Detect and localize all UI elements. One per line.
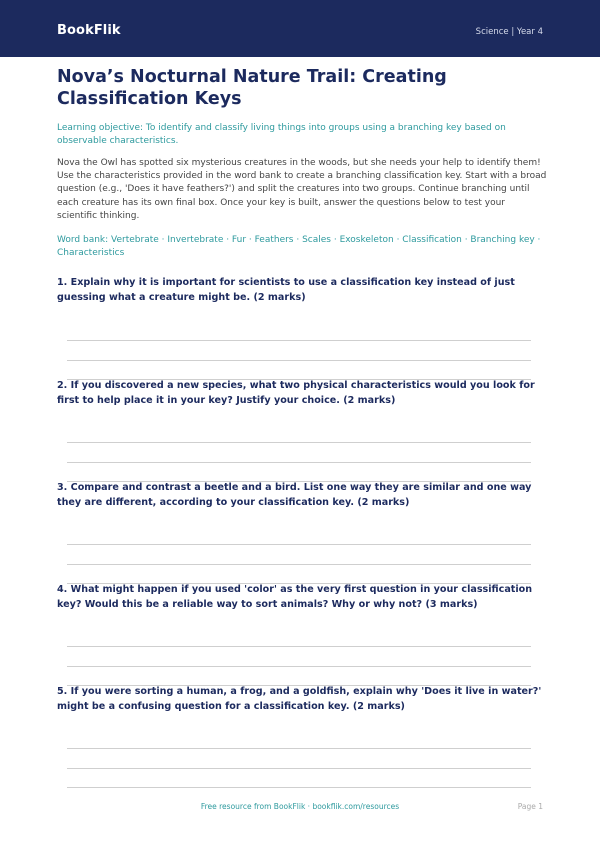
page-number: Page 1 (517, 802, 543, 811)
answer-line[interactable] (67, 462, 531, 463)
page-header (0, 0, 600, 57)
answer-line[interactable] (67, 646, 531, 647)
answer-line[interactable] (67, 787, 531, 788)
answer-line[interactable] (67, 748, 531, 749)
answer-line[interactable] (67, 360, 531, 361)
word-bank: Word bank: Vertebrate · Invertebrate · Fur · Feathers · Scales · Exoskeleton · Classification · Branching key · Characteristics (57, 235, 541, 258)
worksheet-title: Nova’s Nocturnal Nature Trail: Creating Classification Keys (57, 67, 447, 109)
question-text: 5. If you were sorting a human, a frog, and a goldfish, explain why 'Does it live in water?' might be a confusing question for a classification key. (2 marks) (57, 686, 542, 712)
answer-line[interactable] (67, 768, 531, 769)
question-3 (57, 481, 547, 510)
question-text: 1. Explain why it is important for scientists to use a classification key instead of just guessing what a creature might be. (2 marks) (57, 277, 515, 303)
answer-line[interactable] (67, 340, 531, 341)
answer-line[interactable] (67, 666, 531, 667)
question-1 (57, 276, 547, 305)
intro-paragraph: Nova the Owl has spotted six mysterious creatures in the woods, but she needs your help to identify them! Use the characteristics provided in the word bank to create a branching classification key. Start with a broad question (e.g., 'Does it have feathers?') and split the creatures into two groups. Continue branching until each creature has its own final box. Once your key is built, answer the questions below to test your scientific thinking. (57, 158, 547, 221)
question-2 (57, 379, 547, 408)
answer-line[interactable] (67, 442, 531, 443)
question-4 (57, 583, 547, 612)
subject-label: Science | Year 4 (475, 27, 543, 37)
question-text: 2. If you discovered a new species, what two physical characteristics would you look for first to help place it in your key? Justify your choice. (2 marks) (57, 380, 535, 406)
question-text: 4. What might happen if you used 'color' as the very first question in your classification key? Would this be a reliable way to sort animals? Why or why not? (3 marks) (57, 584, 533, 610)
question-text: 3. Compare and contrast a beetle and a bird. List one way they are similar and one way they are different, according to your classification key. (2 marks) (57, 482, 532, 508)
footer-credit: Free resource from BookFlik · bookflik.com/resources (200, 802, 400, 811)
question-5 (57, 685, 547, 714)
brand-logo: BookFlik (57, 23, 121, 38)
answer-line[interactable] (67, 544, 531, 545)
answer-line[interactable] (67, 564, 531, 565)
learning-objective: Learning objective: To identify and classify living things into groups using a branching key based on observable characteristics. (57, 123, 506, 146)
